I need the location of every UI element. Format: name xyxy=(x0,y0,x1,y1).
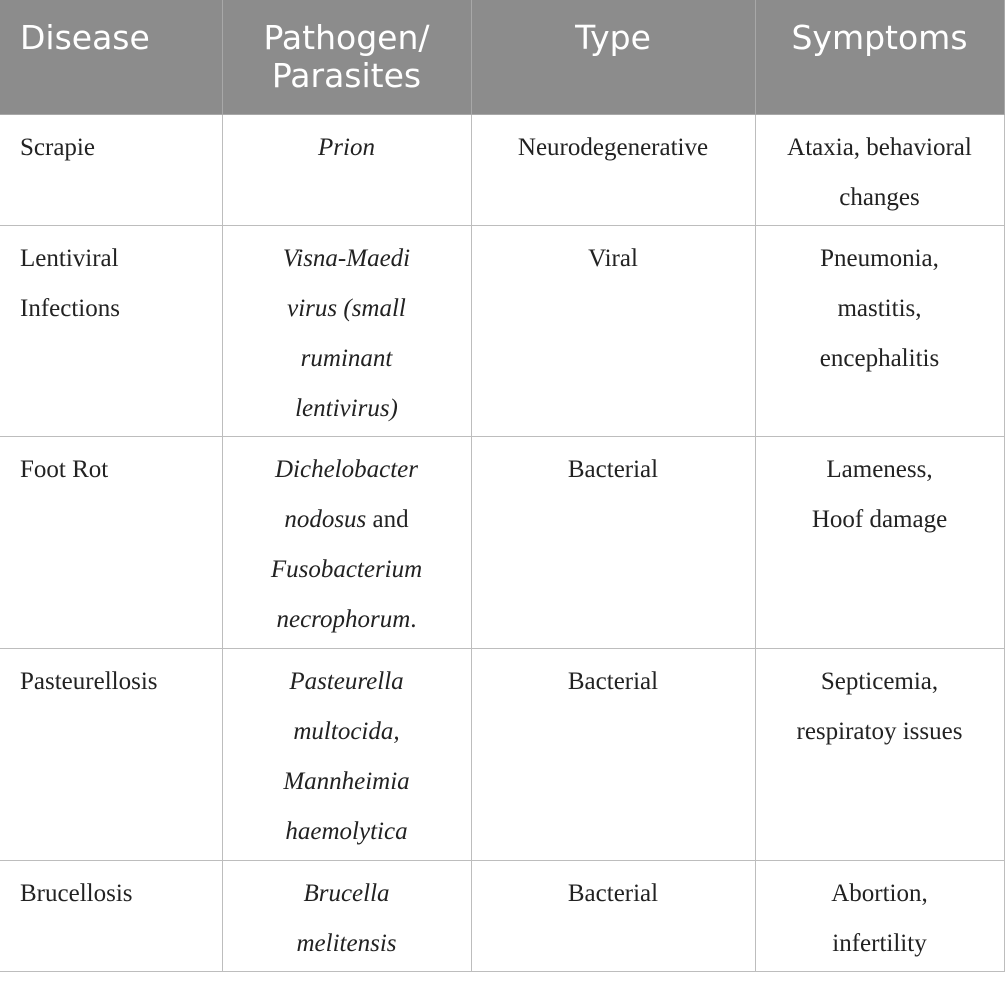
cell-symptoms xyxy=(755,436,1004,648)
disease-name: Brucellosis xyxy=(20,879,133,907)
pathogen-italic: necrophorum xyxy=(276,605,411,633)
header-type xyxy=(471,0,755,114)
pathogen-line: Fusobacterium xyxy=(270,555,423,583)
header-pathogen-line2: Parasites xyxy=(271,56,422,95)
symptoms-line: Lameness, xyxy=(826,455,933,483)
symptoms-line: infertility xyxy=(832,929,927,957)
pathogen-line xyxy=(223,495,471,545)
cell-symptoms xyxy=(755,860,1004,971)
symptoms-line: Hoof damage xyxy=(811,505,948,533)
table-header xyxy=(0,0,1004,114)
pathogen-line: lentivirus) xyxy=(295,394,398,422)
cell-disease xyxy=(0,114,222,225)
header-type-label: Type xyxy=(575,18,651,57)
pathogen-line: Visna-Maedi xyxy=(282,244,411,272)
table-row-pasteurellosis xyxy=(0,648,1004,860)
pathogen-line: ruminant xyxy=(300,344,393,372)
pathogen-line: melitensis xyxy=(296,929,397,957)
symptoms-line: Pneumonia, xyxy=(820,244,939,272)
header-pathogen xyxy=(222,0,471,114)
cell-type xyxy=(471,860,755,971)
disease-name-line: Infections xyxy=(20,294,120,322)
cell-symptoms xyxy=(755,648,1004,860)
table-row-lentiviral xyxy=(0,225,1004,436)
header-pathogen-line1: Pathogen/ xyxy=(263,18,430,57)
symptoms-line: mastitis, xyxy=(837,294,922,322)
symptoms-line: encephalitis xyxy=(819,344,940,372)
cell-pathogen xyxy=(222,114,471,225)
disease-name: Scrapie xyxy=(20,133,95,161)
pathogen-line: Brucella xyxy=(303,879,390,907)
pathogen-line: virus (small xyxy=(287,294,406,322)
pathogen-conjunction: and xyxy=(366,505,409,533)
header-symptoms-label: Symptoms xyxy=(791,18,968,57)
symptoms-line: respiratoy issues xyxy=(796,717,963,745)
pathogen-line xyxy=(223,595,471,645)
header-symptoms xyxy=(755,0,1004,114)
pathogen-line: Mannheimia xyxy=(283,767,410,795)
header-disease xyxy=(0,0,222,114)
cell-disease xyxy=(0,225,222,436)
disease-name: Foot Rot xyxy=(20,455,109,483)
disease-name: Pasteurellosis xyxy=(20,667,158,695)
cell-symptoms xyxy=(755,114,1004,225)
disease-type: Bacterial xyxy=(567,879,659,907)
cell-disease xyxy=(0,860,222,971)
disease-type: Bacterial xyxy=(567,667,659,695)
symptoms-line: changes xyxy=(839,183,920,211)
disease-name-line: Lentiviral xyxy=(20,244,119,272)
disease-type: Viral xyxy=(588,244,638,272)
cell-pathogen xyxy=(222,436,471,648)
pathogen-italic: nodosus xyxy=(284,505,367,533)
pathogen-line: Pasteurella xyxy=(289,667,404,695)
pathogen-line: multocida, xyxy=(293,717,400,745)
symptoms-line: Abortion, xyxy=(831,879,928,907)
cell-type xyxy=(471,648,755,860)
cell-pathogen xyxy=(222,648,471,860)
header-disease-label: Disease xyxy=(20,18,150,57)
table-row-foot-rot xyxy=(0,436,1004,648)
pathogen-name: Prion xyxy=(318,133,375,161)
pathogen-line: Dichelobacter xyxy=(274,455,418,483)
table-row-scrapie xyxy=(0,114,1004,225)
cell-pathogen xyxy=(222,860,471,971)
symptoms-line: Septicemia, xyxy=(820,667,939,695)
symptoms-line: Ataxia, behavioral xyxy=(787,133,972,161)
cell-type xyxy=(471,436,755,648)
table-body xyxy=(0,114,1004,971)
table-row-brucellosis xyxy=(0,860,1004,971)
cell-disease xyxy=(0,648,222,860)
cell-disease xyxy=(0,436,222,648)
cell-pathogen xyxy=(222,225,471,436)
cell-symptoms xyxy=(755,225,1004,436)
disease-type: Bacterial xyxy=(567,455,659,483)
cell-type xyxy=(471,114,755,225)
pathogen-line: haemolytica xyxy=(285,817,408,845)
cell-type xyxy=(471,225,755,436)
disease-type: Neurodegenerative xyxy=(517,133,709,161)
header-row xyxy=(0,0,1004,114)
pathogen-period: . xyxy=(410,605,417,633)
